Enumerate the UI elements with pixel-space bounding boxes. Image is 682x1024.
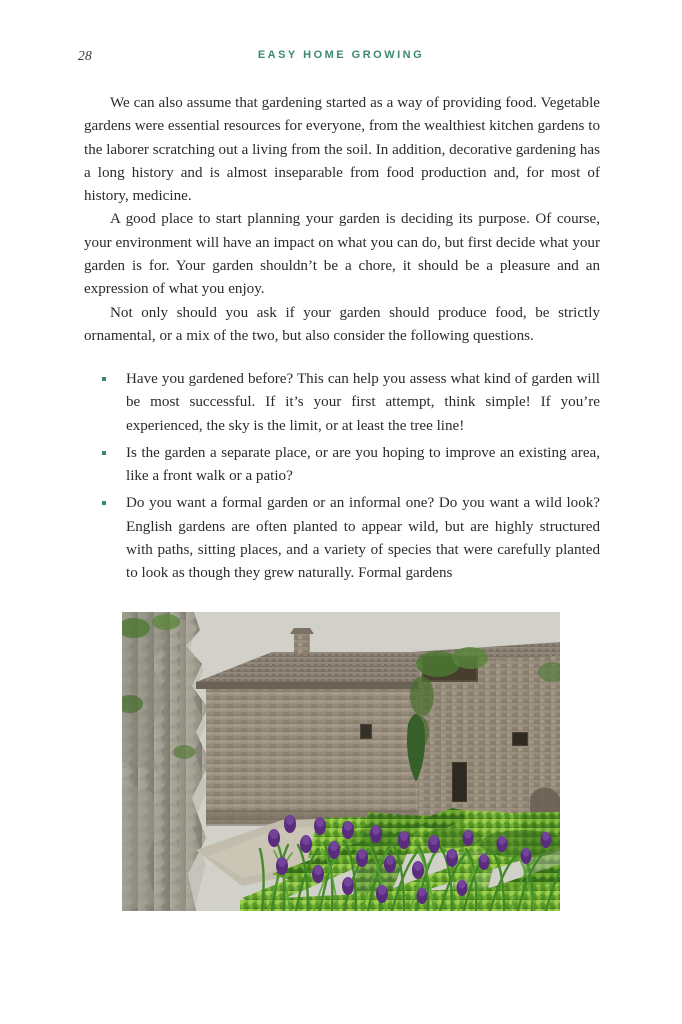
list-item [100,442,600,489]
paragraph: We can also assume that gardening started as a way of providing food. Vegetable gardens were essential resources for everyone, from the wealthiest kitchen gardens to the laborer scratching out a living from the soil. In addition, decorative gardening has a long history and is almost inseparable from food production and, for most of history, medicine. [84,95,600,205]
page-number: 28 [78,48,93,63]
paragraph: Not only should you ask if your garden should produce food, be strictly ornamental, or a mix of the two, but also consider the following questions. [84,304,600,344]
running-head [78,48,604,70]
book-title-header: EASY HOME GROWING [257,49,425,61]
list-item-text: Have you gardened before? This can help you assess what kind of garden will be most successful. If it’s your first attempt, think simple! If you’re experienced, the sky is the limit, or at least the tree line! [126,371,600,434]
list-item [100,368,600,438]
list-item-text: Do you want a formal garden or an informal one? Do you want a wild look? English gardens are often planted to appear wild, but are highly structured with paths, sitting places, and a variety of species that were carefully planted to look as though they grew naturally. Formal gardens [126,495,600,582]
list-item-text: Is the garden a separate place, or are you hoping to improve an existing area, like a front walk or a patio? [126,444,600,485]
body-text-column [84,92,600,348]
bullet-square-icon [102,377,106,381]
bullet-square-icon [102,501,106,505]
list-item [100,492,600,585]
paragraph: A good place to start planning your garden is deciding its purpose. Of course, your environment will have an impact on what you can do, but first decide what your garden is for. Your garden shouldn’t be a chore, it should be a pleasure and an expression of what you enjoy. [84,211,600,298]
garden-photograph-illustration [122,612,560,911]
photo-figure [122,612,560,911]
questions-list [100,368,600,590]
bullet-square-icon [102,451,106,455]
garden-photograph [122,612,560,911]
